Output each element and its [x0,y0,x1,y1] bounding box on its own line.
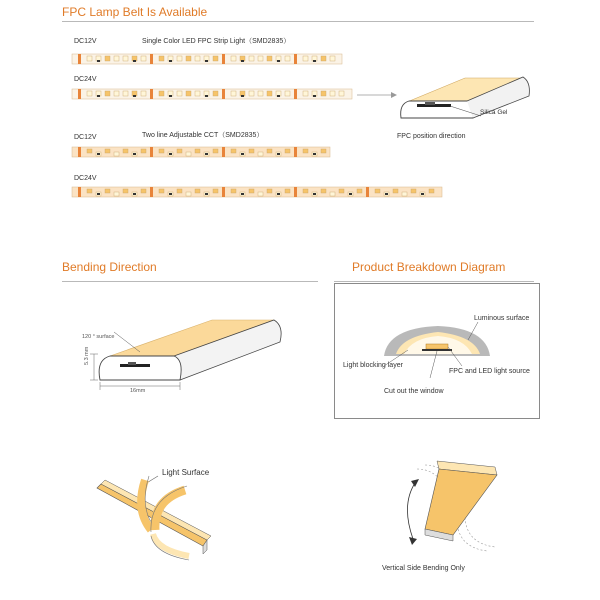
light-blocking-label: Light blocking layer [343,362,403,369]
strip-voltage-label: DC24V [74,76,97,83]
led-strip-graphic [72,145,330,159]
led-strip-single-24v [72,87,352,101]
surface-angle-label: 120 ° surface [82,334,115,340]
light-surface-label: Light Surface [162,468,210,477]
led-strip-graphic [72,185,442,199]
led-strip-graphic [72,52,342,66]
breakdown-cross-section [382,322,492,362]
cut-window-label: Cut out the window [384,388,444,395]
horizontal-bend-illustration [95,470,225,560]
strip-voltage-label: DC12V [74,134,97,141]
vertical-bending-label: Vertical Side Bending Only [382,565,465,572]
led-strip-cct-12v [72,145,330,159]
luminous-surface-label: Luminous surface [474,315,530,322]
two-line-strip-label: Two line Adjustable CCT（SMD2835） [142,132,264,139]
single-color-strip-label: Single Color LED FPC Strip Light（SMD2835） [142,38,291,45]
bending-section-title: Bending Direction [62,260,157,274]
strip-voltage-label: DC12V [74,38,97,45]
led-strip-graphic [72,87,352,101]
fpc-section-title: FPC Lamp Belt Is Available [62,5,208,19]
breakdown-section-title: Product Breakdown Diagram [352,260,506,274]
led-strip-single-12v [72,52,342,66]
silica-gel-label: Silica Gel [480,109,508,116]
breakdown-section-rule [334,281,534,282]
silicone-profile-illustration [395,72,535,132]
profile-dimension-illustration [70,312,290,402]
height-dimension-label: 5.3 mm [84,346,90,365]
vertical-bend-illustration [395,455,515,555]
fpc-position-label: FPC position direction [397,133,466,140]
pointer-arrow [357,90,397,100]
fpc-section-rule [62,21,534,22]
bending-section-rule [62,281,318,282]
fpc-led-source-label: FPC and LED light source [449,368,530,375]
strip-voltage-label: DC24V [74,175,97,182]
width-dimension-label: 16mm [130,388,146,394]
led-strip-cct-24v [72,185,442,199]
